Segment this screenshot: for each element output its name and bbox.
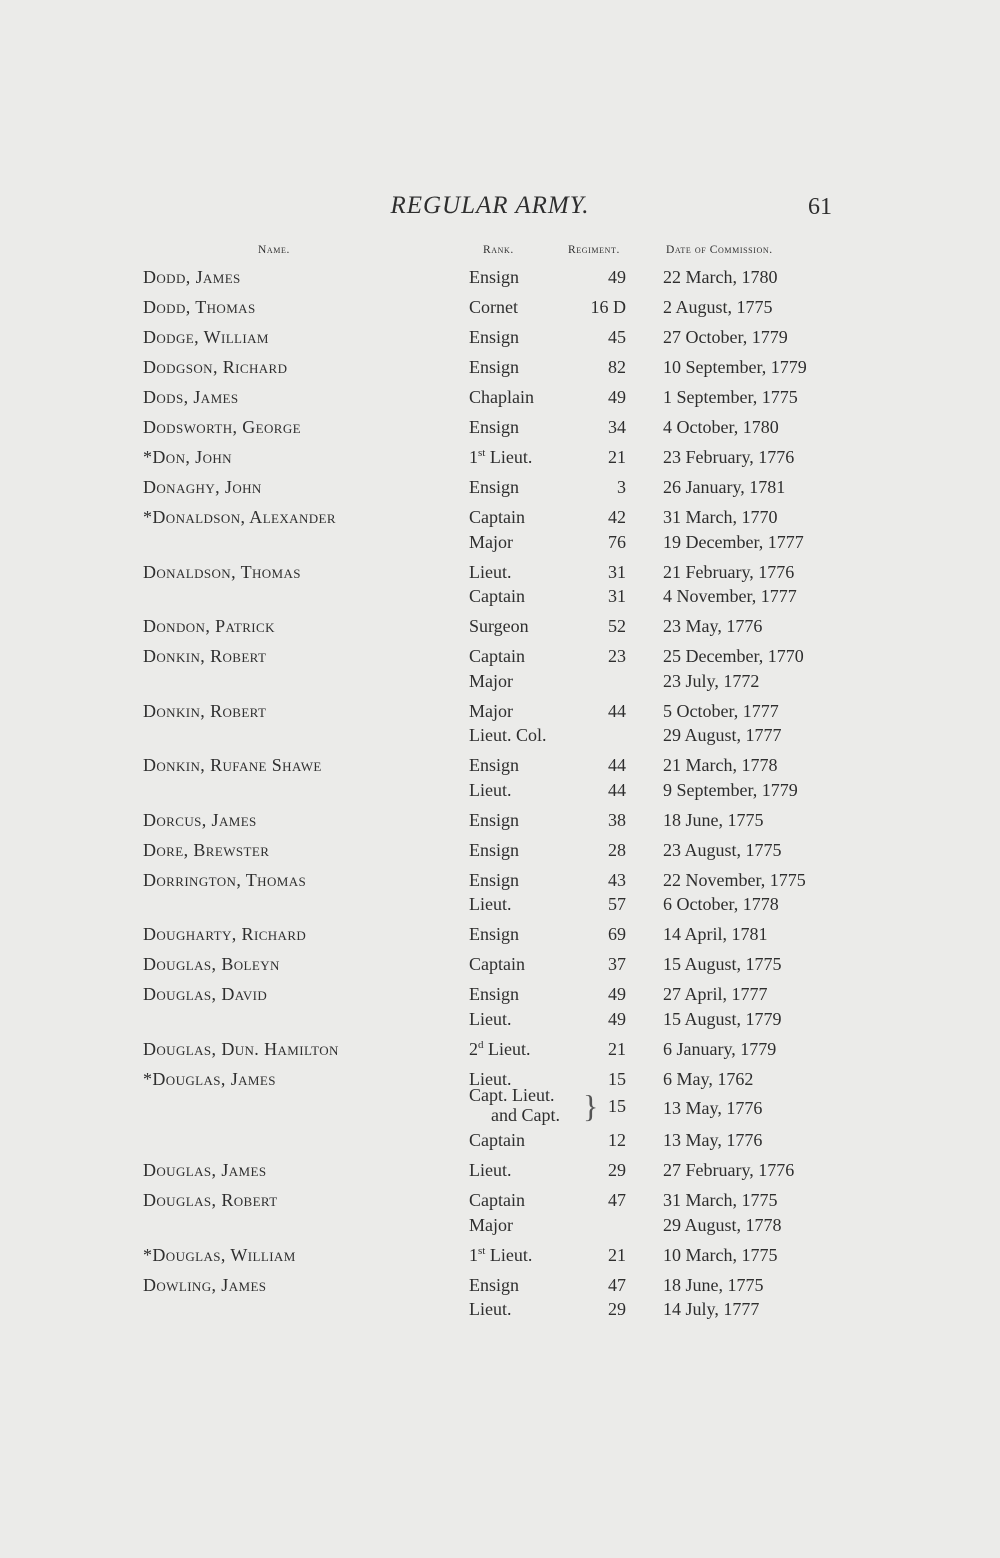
regiment: 15 (608, 1068, 626, 1089)
officer-entry (0, 614, 1000, 639)
commission-date: 21 March, 1778 (663, 755, 778, 775)
officer-name: *Douglas, James (143, 1068, 276, 1089)
commission-date: 31 March, 1770 (663, 507, 778, 527)
commission-date: 4 November, 1777 (663, 586, 797, 606)
officer-name: Donaldson, Thomas (143, 561, 301, 582)
commission-line (0, 868, 1000, 893)
regiment: 44 (608, 779, 626, 800)
officer-entry (0, 445, 1000, 470)
rank: Captain (469, 1190, 525, 1210)
commission-date: 22 November, 1775 (663, 869, 806, 890)
rank: Captain (469, 646, 525, 666)
regiment: 44 (608, 755, 626, 775)
rank: Lieut. (469, 894, 512, 914)
commission-date: 25 December, 1770 (663, 646, 804, 666)
commission-line (0, 295, 1000, 320)
officer-name: *Don, John (143, 447, 232, 467)
regiment: 23 (608, 646, 626, 666)
regiment: 3 (617, 477, 626, 497)
officer-entry (0, 982, 1000, 1031)
regiment: 49 (608, 984, 626, 1004)
officer-name: Dodge, William (143, 327, 269, 347)
commission-line (0, 415, 1000, 440)
commission-line (0, 778, 1000, 803)
commission-line (0, 265, 1000, 290)
commission-line (0, 505, 1000, 530)
rank: Captain (469, 1130, 525, 1150)
column-header-regiment: Regiment. (568, 244, 620, 256)
rank: 2$^d$ Lieut. (469, 1038, 531, 1059)
commission-line (0, 325, 1000, 350)
commission-line (0, 584, 1000, 609)
commission-line (0, 560, 1000, 585)
regiment: 52 (608, 616, 626, 636)
regiment: 21 (608, 1244, 626, 1265)
commission-line (0, 530, 1000, 555)
officer-name: Donkin, Rufane Shawe (143, 755, 322, 775)
regiment: 49 (608, 387, 626, 407)
commission-line (0, 723, 1000, 748)
rank: Captain (469, 586, 525, 606)
officer-name: Douglas, Boleyn (143, 954, 280, 974)
rank: Lieut. (469, 1068, 512, 1089)
officer-name: Douglas, Robert (143, 1190, 278, 1210)
rank: Captain (469, 954, 525, 974)
commission-line (0, 892, 1000, 917)
regiment: 47 (608, 1190, 626, 1210)
officer-name: Douglas, Dun. Hamilton (143, 1038, 339, 1059)
rank: Lieut. Col. (469, 725, 547, 745)
commission-date: 1 September, 1775 (663, 387, 798, 407)
officer-name: Dore, Brewster (143, 839, 270, 860)
officer-entry (0, 838, 1000, 863)
rank: Capt. Lieut. and Capt. (469, 1085, 560, 1125)
commission-date: 23 August, 1775 (663, 839, 782, 860)
regiment: 45 (608, 327, 626, 347)
officer-entry (0, 644, 1000, 693)
commission-line (0, 952, 1000, 977)
officer-name: Dowling, James (143, 1274, 267, 1295)
officer-name: Dodgson, Richard (143, 357, 288, 377)
officer-name: Donkin, Robert (143, 646, 267, 666)
rank: Lieut. (469, 1160, 512, 1180)
commission-date: 23 May, 1776 (663, 616, 763, 636)
regiment: 29 (608, 1160, 626, 1180)
commission-line (0, 1085, 1000, 1128)
commission-line (0, 753, 1000, 778)
officer-entry (0, 1243, 1000, 1268)
regiment: 37 (608, 954, 626, 974)
regiment: 76 (608, 531, 626, 552)
regiment: 49 (608, 1008, 626, 1029)
officer-name: Dorcus, James (143, 809, 257, 830)
regiment: 21 (608, 1038, 626, 1059)
commission-line (0, 1007, 1000, 1032)
regiment: 15 (608, 1096, 626, 1116)
regiment: 44 (608, 700, 626, 721)
rank: Lieut. (469, 561, 512, 582)
officer-entry (0, 295, 1000, 320)
commission-date: 23 July, 1772 (663, 670, 760, 691)
rank: Ensign (469, 477, 520, 497)
officer-entry (0, 475, 1000, 500)
officer-entry (0, 505, 1000, 554)
commission-line (0, 1188, 1000, 1213)
rank: Major (469, 531, 513, 552)
officer-name: Dodsworth, George (143, 417, 302, 437)
regiment: 43 (608, 869, 626, 890)
commission-date: 13 May, 1776 (663, 1098, 763, 1118)
commission-date: 18 June, 1775 (663, 1274, 764, 1295)
commission-line (0, 1243, 1000, 1268)
rank: Ensign (469, 327, 520, 347)
commission-date: 15 August, 1779 (663, 1008, 782, 1029)
commission-line (0, 669, 1000, 694)
commission-date: 18 June, 1775 (663, 809, 764, 830)
commission-date: 29 August, 1778 (663, 1214, 782, 1235)
officer-name: Dougharty, Richard (143, 924, 307, 944)
officer-name: Donkin, Robert (143, 700, 267, 721)
rank: 1st Lieut. (469, 447, 533, 467)
commission-line (0, 922, 1000, 947)
rank: Ensign (469, 839, 520, 860)
rank: 1st Lieut. (469, 1244, 533, 1265)
rank: Lieut. (469, 779, 512, 800)
page-number: 61 (808, 194, 832, 220)
commission-date: 5 October, 1777 (663, 700, 779, 721)
officer-name: *Donaldson, Alexander (143, 507, 336, 527)
officer-name: Donaghy, John (143, 477, 262, 497)
officer-name: Dodd, Thomas (143, 297, 256, 317)
officer-entry (0, 808, 1000, 833)
regiment: 82 (608, 357, 626, 377)
officer-name: Dodd, James (143, 267, 241, 287)
officer-name: Dods, James (143, 387, 239, 407)
column-header-rank: Rank. (483, 244, 514, 256)
officer-name: Dondon, Patrick (143, 616, 275, 636)
commission-date: 19 December, 1777 (663, 531, 804, 552)
commission-line (0, 445, 1000, 470)
commission-line (0, 1128, 1000, 1153)
rank: Major (469, 670, 513, 691)
commission-date: 31 March, 1775 (663, 1190, 778, 1210)
rank: Ensign (469, 809, 520, 830)
commission-line (0, 699, 1000, 724)
regiment: 21 (608, 447, 626, 467)
commission-date: 27 October, 1779 (663, 327, 788, 347)
rank: Ensign (469, 267, 520, 287)
regiment: 57 (608, 894, 626, 914)
commission-date: 6 January, 1779 (663, 1038, 777, 1059)
regiment: 12 (608, 1130, 626, 1150)
rank: Ensign (469, 984, 520, 1004)
officer-entry (0, 1037, 1000, 1062)
regiment: 31 (608, 561, 626, 582)
commission-date: 10 March, 1775 (663, 1244, 778, 1265)
officer-entry (0, 325, 1000, 350)
rank: Lieut. (469, 1008, 512, 1029)
rank: Captain (469, 507, 525, 527)
commission-line (0, 808, 1000, 833)
regiment: 69 (608, 924, 626, 944)
commission-date: 9 September, 1779 (663, 779, 798, 800)
regiment: 29 (608, 1299, 626, 1319)
regiment: 49 (608, 267, 626, 287)
commission-date: 4 October, 1780 (663, 417, 779, 437)
commission-line (0, 838, 1000, 863)
rank: Ensign (469, 1274, 520, 1295)
rank: Lieut. (469, 1299, 512, 1319)
officer-entry (0, 753, 1000, 802)
rank: Major (469, 700, 513, 721)
commission-line (0, 475, 1000, 500)
rank: Ensign (469, 869, 520, 890)
rank: Ensign (469, 924, 520, 944)
officer-name: Douglas, James (143, 1160, 267, 1180)
officer-entry (0, 1158, 1000, 1183)
commission-line (0, 1037, 1000, 1062)
officer-entry (0, 952, 1000, 977)
commission-date: 14 April, 1781 (663, 924, 768, 944)
commission-line (0, 614, 1000, 639)
column-header-date: Date of Commission. (666, 244, 773, 256)
commission-line (0, 1273, 1000, 1298)
commission-date: 27 February, 1776 (663, 1160, 795, 1180)
commission-line (0, 644, 1000, 669)
commission-date: 29 August, 1777 (663, 725, 782, 745)
commission-date: 6 October, 1778 (663, 894, 779, 914)
rank: Surgeon (469, 616, 529, 636)
officer-entry (0, 868, 1000, 917)
rank: Chaplain (469, 387, 534, 407)
commission-date: 6 May, 1762 (663, 1068, 754, 1089)
commission-date: 23 February, 1776 (663, 447, 795, 467)
commission-date: 22 March, 1780 (663, 267, 778, 287)
regiment: 42 (608, 507, 626, 527)
officer-entry (0, 265, 1000, 290)
officer-entry (0, 1067, 1000, 1153)
officer-name: *Douglas, William (143, 1244, 296, 1265)
regiment: 31 (608, 586, 626, 606)
officer-entry (0, 415, 1000, 440)
rank: Cornet (469, 297, 518, 317)
commission-date: 13 May, 1776 (663, 1130, 763, 1150)
regiment: 38 (608, 809, 626, 830)
commission-date: 10 September, 1779 (663, 357, 807, 377)
officer-entry (0, 1273, 1000, 1322)
commission-date: 27 April, 1777 (663, 984, 768, 1004)
commission-line (0, 355, 1000, 380)
regiment: 47 (608, 1274, 626, 1295)
commission-date: 2 August, 1775 (663, 297, 773, 317)
officer-entry (0, 560, 1000, 609)
commission-date: 21 February, 1776 (663, 561, 795, 582)
commission-line (0, 385, 1000, 410)
rank: Ensign (469, 417, 520, 437)
commission-date: 14 July, 1777 (663, 1299, 760, 1319)
rank: Major (469, 1214, 513, 1235)
officer-entry (0, 922, 1000, 947)
commission-date: 26 January, 1781 (663, 477, 786, 497)
regiment: 28 (608, 839, 626, 860)
commission-line (0, 1213, 1000, 1238)
commission-line (0, 1297, 1000, 1322)
regiment: 16 D (590, 297, 626, 317)
column-header-name: Name. (258, 244, 290, 256)
officer-name: Dorrington, Thomas (143, 869, 307, 890)
officer-entry (0, 1188, 1000, 1237)
commission-line (0, 1158, 1000, 1183)
officer-entry (0, 699, 1000, 748)
officer-entry (0, 385, 1000, 410)
commission-line (0, 982, 1000, 1007)
officer-entry (0, 355, 1000, 380)
rank: Ensign (469, 755, 520, 775)
rank: Ensign (469, 357, 520, 377)
commission-date: 15 August, 1775 (663, 954, 782, 974)
regiment: 34 (608, 417, 626, 437)
officer-name: Douglas, David (143, 984, 268, 1004)
officer-list (0, 265, 1000, 1327)
page-title: REGULAR ARMY. (390, 192, 590, 219)
brace-mark: } (583, 1088, 599, 1124)
